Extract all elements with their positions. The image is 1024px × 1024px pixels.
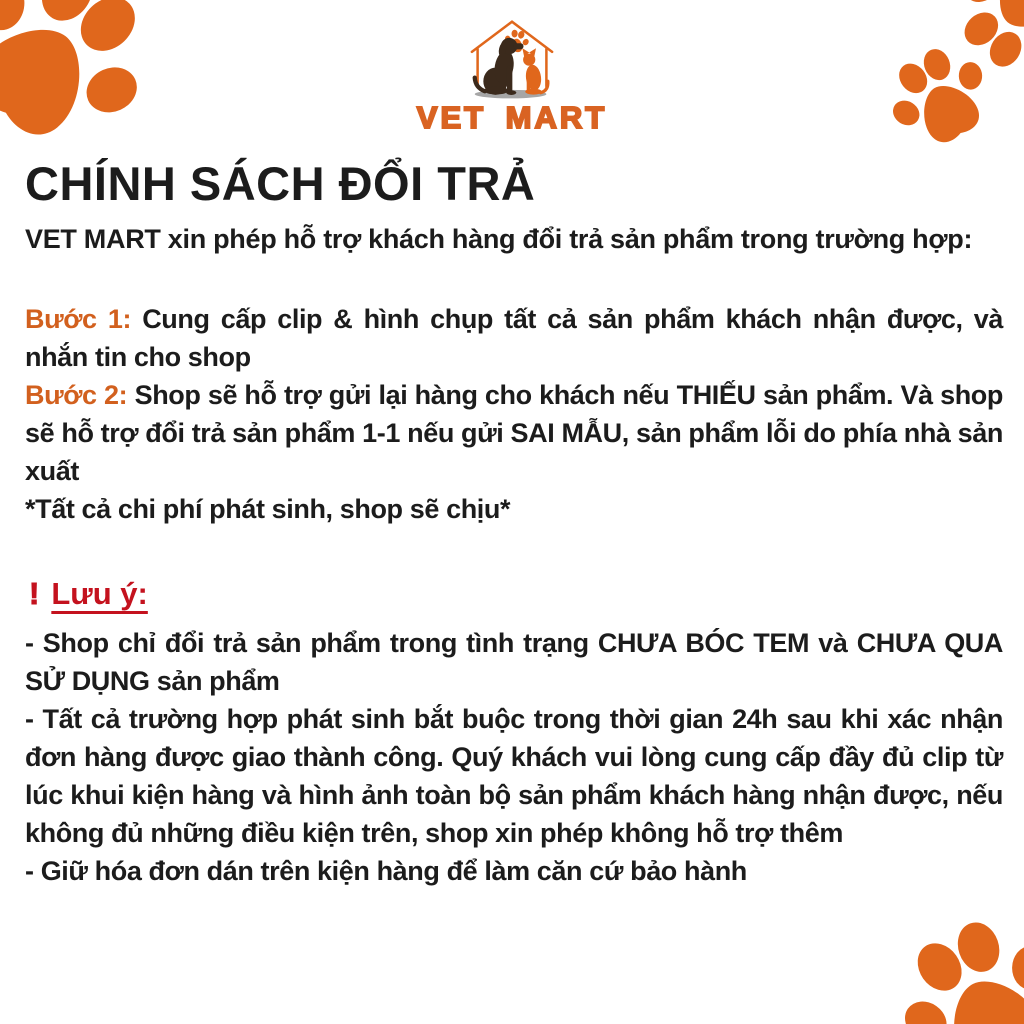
notes-title (29, 576, 1003, 612)
step-2 (25, 376, 1003, 490)
exclamation-icon: ! (29, 575, 40, 611)
vet-mart-logo (0, 16, 1024, 136)
note-item: - Giữ hóa đơn dán trên kiện hàng để làm căn cứ bảo hành (25, 855, 747, 886)
note-item: - Shop chỉ đổi trả sản phẩm trong tình trạng CHƯA BÓC TEM và CHƯA QUA SỬ DỤNG sản phẩm (25, 627, 1003, 696)
steps-section (25, 300, 1003, 528)
notes-title-label: Lưu ý: (51, 575, 148, 611)
step-2-text: Shop sẽ hỗ trợ gửi lại hàng cho khách nếu THIẾU sản phẩm. Và shop sẽ hỗ trợ đổi trả sản phẩm 1-1 nếu gửi SAI MẪU, sản phẩm lỗi do phía nhà sản xuất (25, 379, 1003, 486)
dog-silhouette-icon (475, 38, 524, 95)
page-subtitle: VET MART xin phép hỗ trợ khách hàng đổi trả sản phẩm trong trường hợp: (25, 223, 973, 254)
logo-wordmark: VET MART (416, 100, 608, 135)
paw-print-icon (869, 889, 1024, 1024)
cat-silhouette-icon (522, 48, 548, 94)
step-1 (25, 300, 1003, 376)
step-2-label: Bước 2: (25, 379, 128, 410)
page-title: CHÍNH SÁCH ĐỔI TRẢ (25, 157, 536, 210)
step-1-text: Cung cấp clip & hình chụp tất cả sản phẩm khách nhận được, và nhắn tin cho shop (25, 303, 1003, 372)
note-item: - Tất cả trường hợp phát sinh bắt buộc trong thời gian 24h sau khi xác nhận đơn hàng được giao thành công. Quý khách vui lòng cung cấp đầy đủ clip từ lúc khui kiện hàng và hình ảnh toàn bộ sản phẩm khách hàng nhận được, nếu không đủ những điều kiện trên, shop xin phép không hỗ trợ thêm (25, 703, 1003, 848)
policy-content (25, 158, 1003, 890)
step-1-label: Bước 1: (25, 303, 132, 334)
notes-section (25, 576, 1003, 890)
logo-mark (448, 16, 576, 102)
fee-note: *Tất cả chi phí phát sinh, shop sẽ chịu* (25, 493, 511, 524)
